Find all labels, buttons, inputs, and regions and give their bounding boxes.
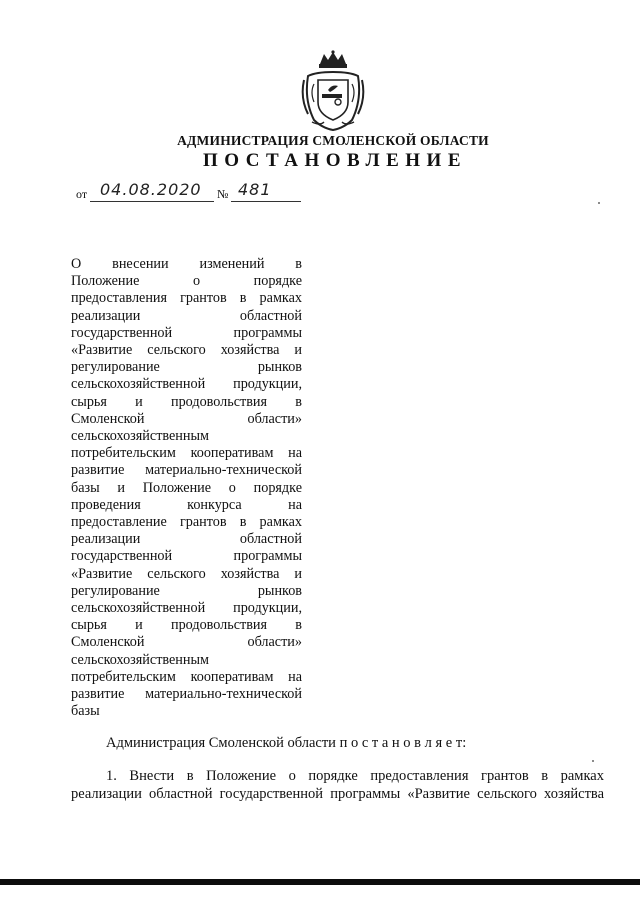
subject-line: потребительским кооперативам на — [71, 445, 302, 462]
subject-line: сельскохозяйственным — [71, 651, 210, 668]
date-value: 04.08.2020 — [100, 180, 202, 199]
subject-line: Смоленской области» — [71, 410, 302, 427]
subject-line: реализации областной — [71, 531, 302, 548]
preamble-text: Администрация Смоленской области п о с т а н о в л я е т: — [106, 735, 467, 751]
body-line: реализации областной государственной программы «Развитие сельского хозяйства — [71, 786, 604, 802]
subject-line: базы и Положение о порядке — [71, 479, 302, 496]
subject-line: «Развитие сельского хозяйства и — [71, 342, 302, 359]
body-line: 1. Внести в Положение о порядке предоставления грантов в рамках — [106, 768, 604, 784]
subject-line: Положение о порядке — [71, 273, 302, 290]
subject-line: сырья и продовольствия в — [71, 617, 302, 634]
subject-line: сельскохозяйственной продукции, — [71, 600, 302, 617]
subject-line: государственной программы — [71, 548, 302, 565]
scan-speck — [592, 760, 594, 762]
subject-line: предоставления грантов в рамках — [71, 290, 302, 307]
subject-line: сельскохозяйственным — [71, 428, 210, 445]
subject-line: предоставление грантов в рамках — [71, 514, 302, 531]
document-meta-line — [76, 180, 316, 205]
subject-line: развитие материально-технической — [71, 462, 302, 479]
subject-line: проведения конкурса на — [71, 496, 302, 513]
subject-line: реализации областной — [71, 307, 302, 324]
subject-line: сырья и продовольствия в — [71, 393, 302, 410]
document-subject — [71, 256, 302, 720]
number-value: 481 — [238, 180, 272, 199]
subject-line: регулирование рынков — [71, 582, 302, 599]
organization-title: АДМИНИСТРАЦИЯ СМОЛЕНСКОЙ ОБЛАСТИ — [177, 133, 489, 148]
document-type-heading: ПОСТАНОВЛЕНИЕ — [202, 150, 468, 171]
subject-line: сельскохозяйственной продукции, — [71, 376, 302, 393]
subject-line: регулирование рынков — [71, 359, 302, 376]
coat-of-arms-emblem — [300, 50, 366, 132]
subject-line: государственной программы — [71, 324, 302, 341]
number-label: № — [217, 187, 229, 201]
date-label: от — [76, 187, 88, 201]
body-paragraph — [71, 767, 604, 803]
bottom-rule — [0, 879, 640, 885]
subject-line: «Развитие сельского хозяйства и — [71, 565, 302, 582]
subject-line: потребительским кооперативам на — [71, 668, 302, 685]
subject-line: развитие материально-технической — [71, 686, 302, 703]
subject-line: базы — [71, 703, 100, 720]
scan-speck — [598, 202, 600, 204]
subject-line: О внесении изменений в — [71, 256, 302, 272]
subject-line: Смоленской области» — [71, 634, 302, 651]
number-underline — [231, 201, 301, 202]
date-underline — [90, 201, 214, 202]
